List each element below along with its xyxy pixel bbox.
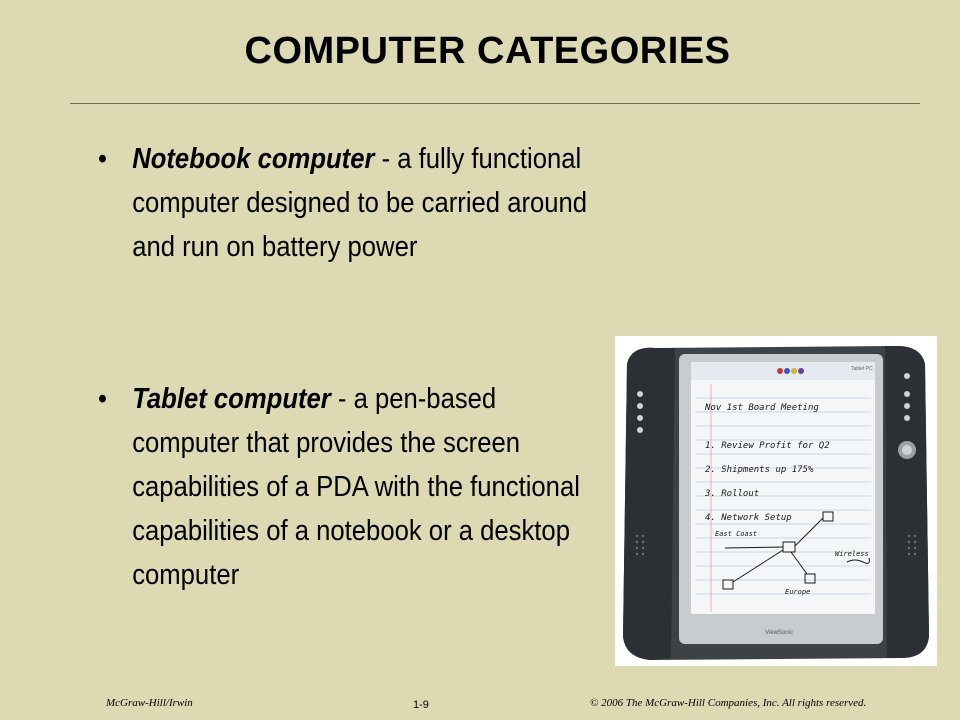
tablet-illustration [615, 336, 937, 666]
diagram-label: Europe [785, 588, 811, 596]
footer-page-number: 1-9 [413, 699, 429, 711]
diagram-label: Wireless [835, 550, 869, 558]
note-line: 2. Shipments up 175% [705, 465, 814, 475]
bullet-dot: • [98, 143, 107, 175]
bullet-description: - a pen-based computer that provides the screen capabilities of a PDA with the functional capabilities of a notebook or a desktop computer [132, 383, 580, 591]
bullet-term: Notebook computer [132, 143, 375, 175]
footer-copyright: © 2006 The McGraw-Hill Companies, Inc. All rights reserved. [590, 697, 867, 709]
slide-title: COMPUTER CATEGORIES [244, 30, 731, 72]
bullet-term: Tablet computer [132, 383, 331, 415]
bullet-text [132, 137, 591, 269]
bullet-text [132, 377, 591, 597]
bullet-description: - a fully functional computer designed to be carried around and run on battery power [132, 143, 588, 263]
diagram-label: East Coast [715, 530, 758, 538]
tablet-photo [615, 336, 937, 666]
note-line: 4. Network Setup [705, 513, 792, 523]
note-line: 1. Review Profit for Q2 [705, 441, 830, 451]
title-rule [70, 103, 920, 104]
note-line: Nov 1st Board Meeting [705, 403, 819, 413]
viewsonic-label: ViewSonic [765, 630, 793, 636]
tablet-pc-label: Tablet PC [851, 366, 873, 372]
footer-publisher: McGraw-Hill/Irwin [106, 697, 193, 709]
bullet-dot: • [98, 383, 107, 415]
note-line: 3. Rollout [705, 489, 760, 499]
